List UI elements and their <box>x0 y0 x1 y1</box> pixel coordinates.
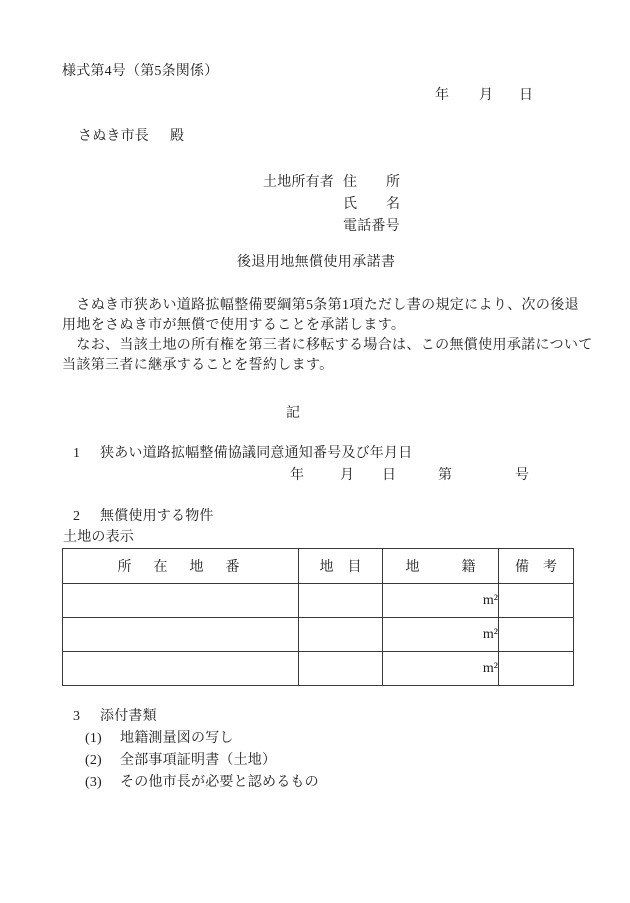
body-line: なお、当該土地の所有権を第三者に移転する場合は、この無償使用承諾について <box>62 338 593 353</box>
cell-area-unit: m² <box>383 584 499 618</box>
cell-location <box>63 618 299 652</box>
section-2-sub-label: 土地の表示 <box>63 530 134 545</box>
attachment-item-number: (2) <box>85 753 102 768</box>
cell-category <box>299 584 383 618</box>
section-1-date-year: 年 <box>290 468 305 483</box>
owner-name-label-1: 氏 <box>343 197 358 212</box>
cell-category <box>299 618 383 652</box>
header-category: 地 目 <box>299 549 383 584</box>
land-table <box>62 548 574 686</box>
owner-address-label-2: 所 <box>386 175 401 190</box>
section-2-label: 無償使用する物件 <box>100 509 214 524</box>
body-line: 用地をさぬき市が無償で使用することを承諾します。 <box>62 318 406 333</box>
owner-label: 土地所有者 <box>263 175 334 190</box>
land-table-header-row <box>63 549 574 584</box>
header-area: 地 籍 <box>383 549 499 584</box>
header-date-year: 年 <box>435 88 450 103</box>
cell-area-unit: m² <box>383 652 499 686</box>
section-1-number-prefix: 第 <box>438 468 453 483</box>
attachment-item-text: 地籍測量図の写し <box>120 731 234 746</box>
addressee-name: さぬき市長 <box>78 129 149 144</box>
header-remarks: 備 考 <box>499 549 574 584</box>
attachment-item-number: (1) <box>85 731 102 746</box>
section-3-number: 3 <box>73 709 81 724</box>
header-location: 所 在 地 番 <box>63 549 299 584</box>
cell-location <box>63 584 299 618</box>
attachment-item-text: 全部事項証明書（土地） <box>120 753 277 768</box>
attachment-item-number: (3) <box>85 775 102 790</box>
owner-phone-label: 電話番号 <box>343 219 400 234</box>
cell-location <box>63 652 299 686</box>
ki-heading: 記 <box>286 406 301 421</box>
table-row <box>63 618 574 652</box>
header-date-day: 日 <box>519 88 534 103</box>
owner-name-label-2: 名 <box>386 197 401 212</box>
cell-remarks <box>499 618 574 652</box>
table-row <box>63 584 574 618</box>
body-line: さぬき市狭あい道路拡幅整備要綱第5条第1項ただし書の規定により、次の後退 <box>62 298 579 313</box>
cell-remarks <box>499 652 574 686</box>
addressee-honorific: 殿 <box>170 129 185 144</box>
section-1-number: 1 <box>73 446 81 461</box>
document-title: 後退用地無償使用承諾書 <box>237 255 396 270</box>
section-1-date-month: 月 <box>340 468 355 483</box>
cell-area-unit: m² <box>383 618 499 652</box>
section-2-number: 2 <box>73 509 81 524</box>
section-1-number-suffix: 号 <box>515 468 530 483</box>
attachment-item-text: その他市長が必要と認めるもの <box>120 775 319 790</box>
form-number: 様式第4号（第5条関係） <box>62 64 219 79</box>
section-1-label: 狭あい道路拡幅整備協議同意通知番号及び年月日 <box>100 446 413 461</box>
table-row <box>63 652 574 686</box>
owner-address-label-1: 住 <box>343 175 358 190</box>
body-line: 当該第三者に継承することを誓約します。 <box>62 358 334 373</box>
header-date-month: 月 <box>479 88 494 103</box>
cell-category <box>299 652 383 686</box>
section-1-date-day: 日 <box>382 468 397 483</box>
section-3-label: 添付書類 <box>100 709 157 724</box>
cell-remarks <box>499 584 574 618</box>
